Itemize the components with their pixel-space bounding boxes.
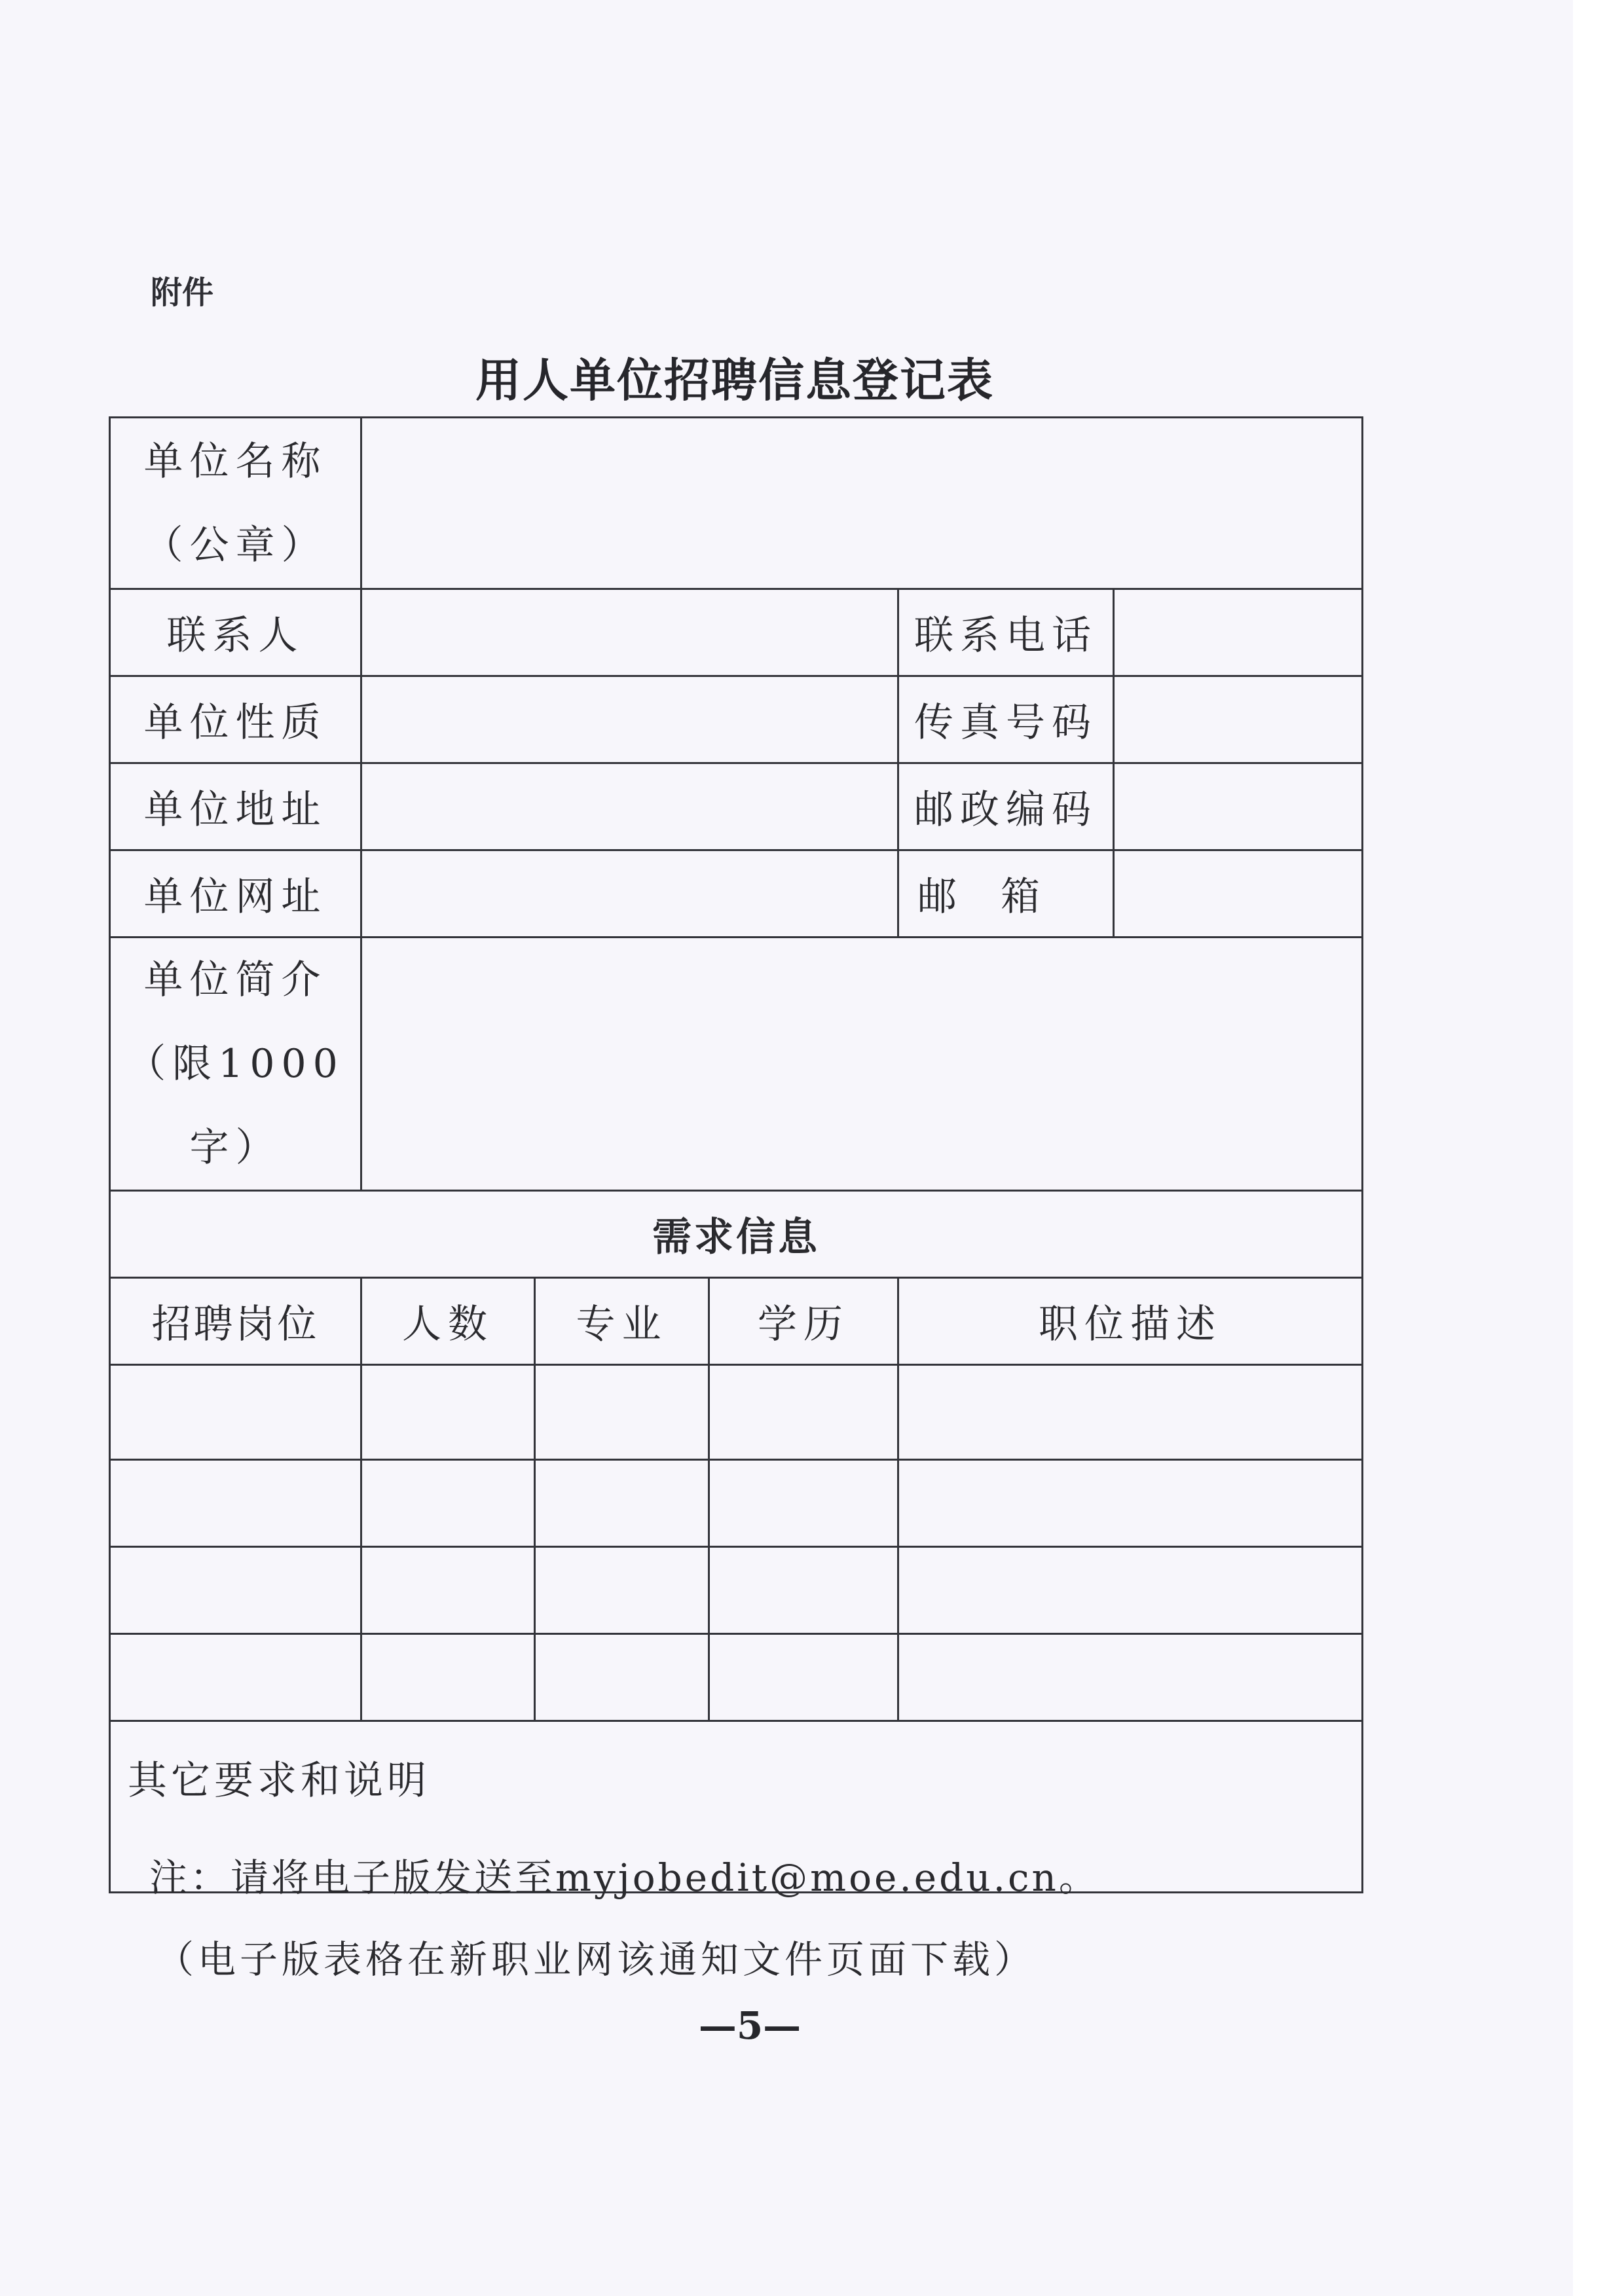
count-cell[interactable] bbox=[361, 1634, 535, 1721]
phone-label: 联系电话 bbox=[898, 589, 1114, 676]
submission-note: 注：请将电子版发送至myjobedit@moe.edu.cn。 bbox=[149, 1855, 1099, 1900]
table-row bbox=[110, 1634, 1363, 1721]
education-cell[interactable] bbox=[709, 1634, 898, 1721]
unit-nature-field[interactable] bbox=[361, 676, 898, 763]
description-cell[interactable] bbox=[898, 1365, 1363, 1460]
attachment-label: 附件 bbox=[151, 274, 214, 311]
contact-label: 联系人 bbox=[110, 589, 361, 676]
major-cell[interactable] bbox=[535, 1547, 709, 1634]
position-cell[interactable] bbox=[110, 1365, 361, 1460]
demand-header-row bbox=[110, 1278, 1363, 1365]
unit-intro-field[interactable] bbox=[361, 938, 1363, 1191]
email-field[interactable] bbox=[1114, 850, 1363, 938]
column-header-position: 招聘岗位 bbox=[110, 1278, 361, 1365]
column-header-description: 职位描述 bbox=[898, 1278, 1363, 1365]
fax-field[interactable] bbox=[1114, 676, 1363, 763]
postcode-label: 邮政编码 bbox=[898, 763, 1114, 850]
unit-address-label: 单位地址 bbox=[110, 763, 361, 850]
unit-nature-label: 单位性质 bbox=[110, 676, 361, 763]
column-header-education: 学历 bbox=[709, 1278, 898, 1365]
position-cell[interactable] bbox=[110, 1547, 361, 1634]
contact-row bbox=[110, 589, 1363, 676]
email-label: 邮 箱 bbox=[898, 850, 1114, 938]
table-row bbox=[110, 1365, 1363, 1460]
intro-row bbox=[110, 938, 1363, 1191]
website-row bbox=[110, 850, 1363, 938]
unit-intro-label: 单位简介 （限1000字） bbox=[110, 938, 361, 1191]
contact-field[interactable] bbox=[361, 589, 898, 676]
position-cell[interactable] bbox=[110, 1460, 361, 1547]
unit-website-field[interactable] bbox=[361, 850, 898, 938]
scan-margin bbox=[1573, 0, 1624, 2296]
column-header-count: 人数 bbox=[361, 1278, 535, 1365]
form-title: 用人单位招聘信息登记表 bbox=[475, 353, 994, 407]
page-number: —5— bbox=[698, 2003, 802, 2048]
address-row bbox=[110, 763, 1363, 850]
unit-name-label: 单位名称 （公章） bbox=[110, 418, 361, 589]
download-note: （电子版表格在新职业网该通知文件页面下载） bbox=[156, 1937, 1037, 1982]
other-requirements-label: 其它要求和说明 bbox=[128, 1758, 430, 1804]
position-cell[interactable] bbox=[110, 1634, 361, 1721]
count-cell[interactable] bbox=[361, 1460, 535, 1547]
postcode-field[interactable] bbox=[1114, 763, 1363, 850]
unit-name-field[interactable] bbox=[361, 418, 1363, 589]
major-cell[interactable] bbox=[535, 1460, 709, 1547]
column-header-major: 专业 bbox=[535, 1278, 709, 1365]
description-cell[interactable] bbox=[898, 1547, 1363, 1634]
table-row bbox=[110, 1460, 1363, 1547]
education-cell[interactable] bbox=[709, 1460, 898, 1547]
registration-form-table bbox=[109, 416, 1363, 1893]
table-row bbox=[110, 1547, 1363, 1634]
nature-row bbox=[110, 676, 1363, 763]
unit-name-row bbox=[110, 418, 1363, 589]
count-cell[interactable] bbox=[361, 1365, 535, 1460]
education-cell[interactable] bbox=[709, 1365, 898, 1460]
major-cell[interactable] bbox=[535, 1634, 709, 1721]
demand-section-title: 需求信息 bbox=[110, 1191, 1363, 1278]
demand-section-row bbox=[110, 1191, 1363, 1278]
major-cell[interactable] bbox=[535, 1365, 709, 1460]
education-cell[interactable] bbox=[709, 1547, 898, 1634]
count-cell[interactable] bbox=[361, 1547, 535, 1634]
fax-label: 传真号码 bbox=[898, 676, 1114, 763]
unit-address-field[interactable] bbox=[361, 763, 898, 850]
description-cell[interactable] bbox=[898, 1634, 1363, 1721]
description-cell[interactable] bbox=[898, 1460, 1363, 1547]
unit-website-label: 单位网址 bbox=[110, 850, 361, 938]
phone-field[interactable] bbox=[1114, 589, 1363, 676]
